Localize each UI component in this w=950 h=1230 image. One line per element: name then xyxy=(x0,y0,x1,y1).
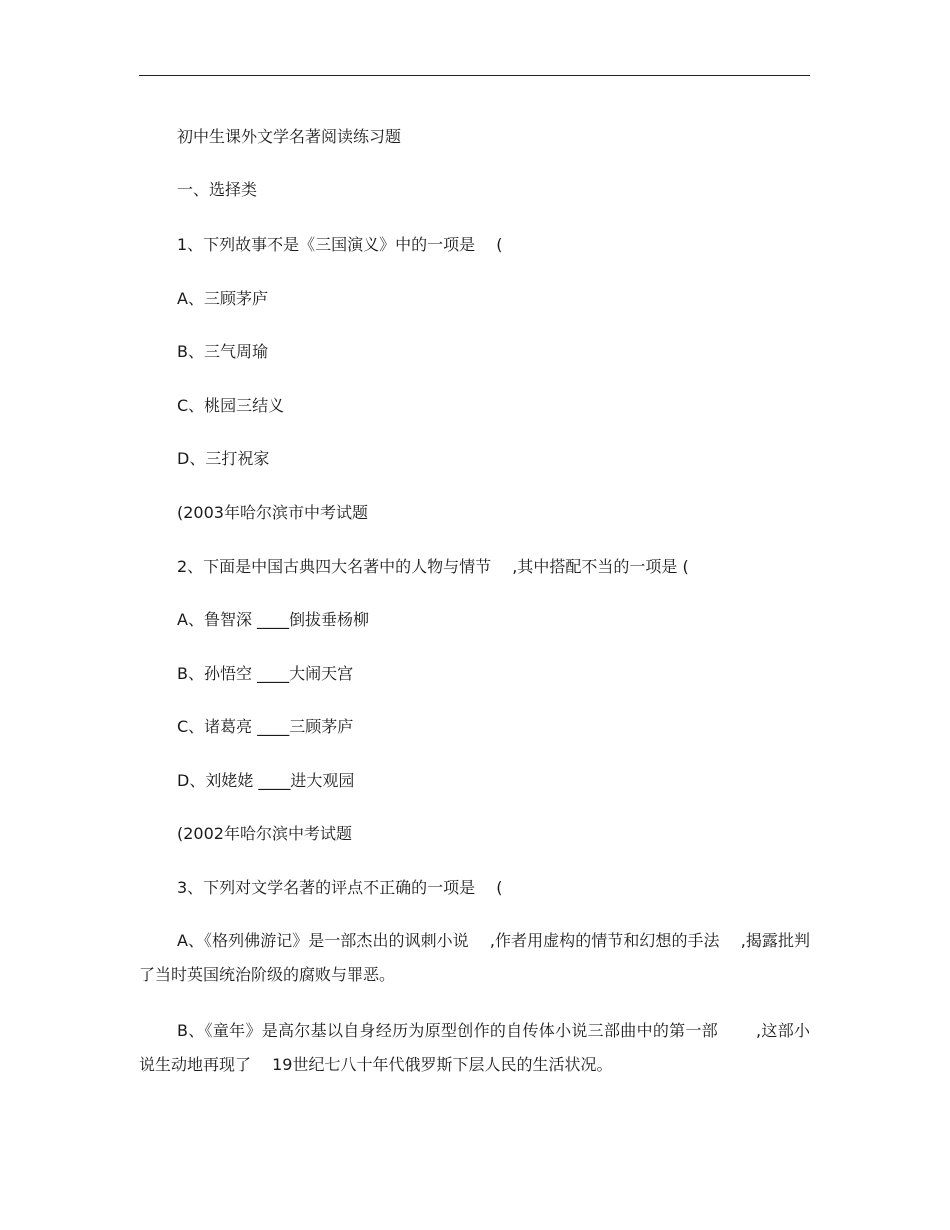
question-2-option-d: D、刘姥姥 ____进大观园 xyxy=(177,771,355,790)
document-title: 初中生课外文学名著阅读练习题 xyxy=(177,127,402,146)
question-2-stem: 2、下面是中国古典四大名著中的人物与情节 ,其中搭配不当的一项是 ( xyxy=(177,557,689,576)
question-1-option-a: A、三顾茅庐 xyxy=(177,289,268,308)
question-1-option-c: C、桃园三结义 xyxy=(177,396,285,415)
question-2-option-c: C、诸葛亮 ____三顾茅庐 xyxy=(177,717,354,736)
question-3-option-b: B、《童年》是高尔基以自身经历为原型创作的自传体小说三部曲中的第一部 ,这部小说生动地再现了 19世纪七八十年代俄罗斯下层人民的生活状况。 xyxy=(139,1021,810,1074)
question-2-option-b: B、孙悟空 ____大闹天宫 xyxy=(177,664,354,683)
question-3-stem: 3、下列对文学名著的评点不正确的一项是 ( xyxy=(177,878,503,897)
question-1-option-b: B、三气周瑜 xyxy=(177,342,268,361)
section-heading: 一、选择类 xyxy=(177,180,258,199)
question-1-stem: 1、下列故事不是《三国演义》中的一项是 ( xyxy=(177,235,503,254)
question-2-option-a: A、鲁智深 ____倒拔垂杨柳 xyxy=(177,610,370,629)
header-rule xyxy=(139,75,810,76)
question-1-option-d: D、三打祝家 xyxy=(177,449,270,468)
question-1-source: (2003年哈尔滨市中考试题 xyxy=(177,503,368,522)
question-3-option-a: A、《格列佛游记》是一部杰出的讽刺小说 ,作者用虚构的情节和幻想的手法 ,揭露批判了当时英国统治阶级的腐败与罪恶。 xyxy=(139,931,810,984)
question-2-source: (2002年哈尔滨中考试题 xyxy=(177,824,352,843)
